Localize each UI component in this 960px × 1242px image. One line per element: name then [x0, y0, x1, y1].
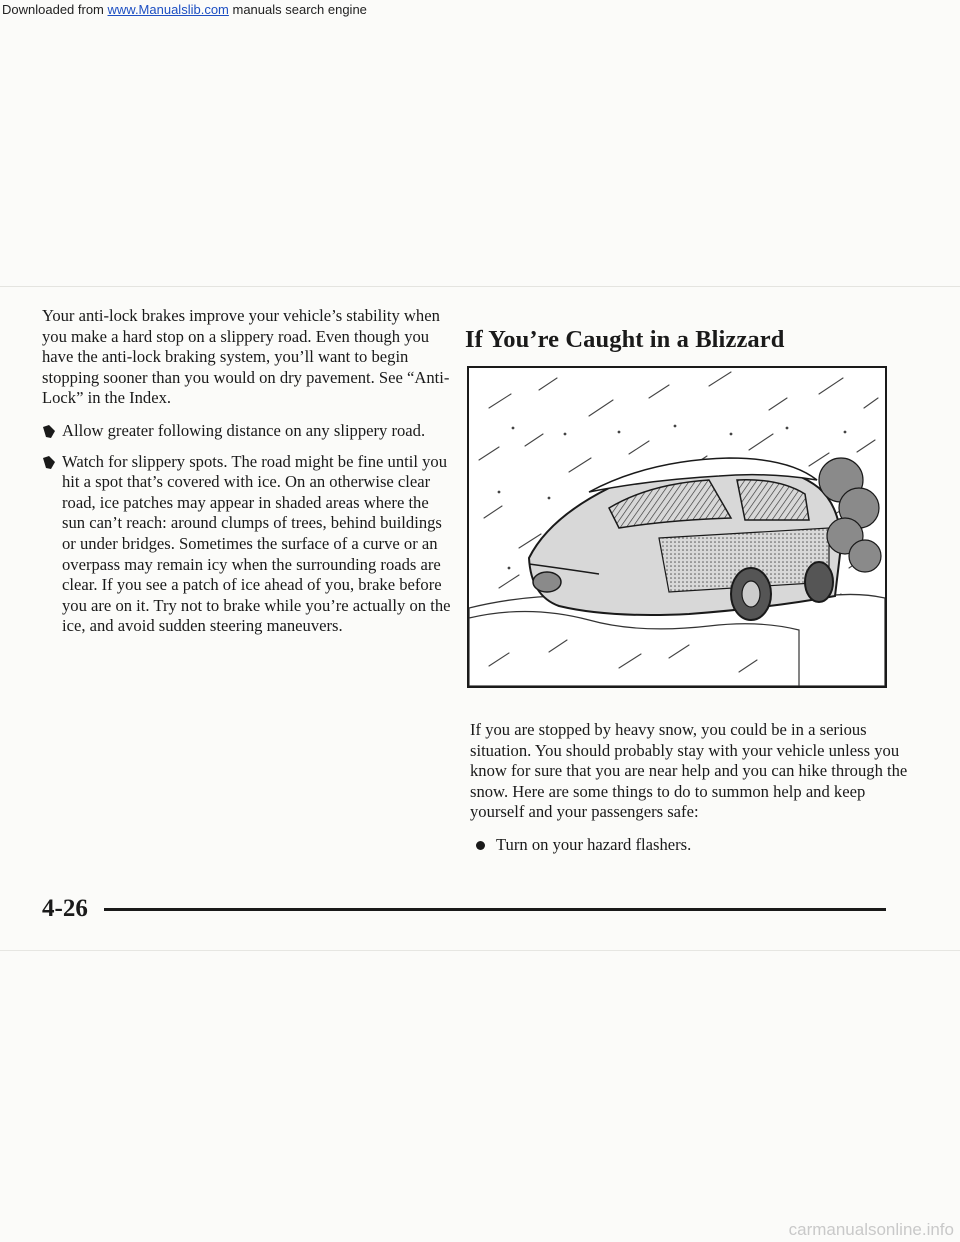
banner-suffix: manuals search engine: [228, 2, 367, 17]
scan-edge-line: [0, 950, 960, 951]
manualslib-link[interactable]: www.Manualslib.com: [107, 2, 229, 17]
right-column: [470, 720, 910, 856]
bullet-item-2: [42, 452, 452, 637]
blizzard-car-illustration: [467, 366, 887, 688]
intro-paragraph: Your anti-lock brakes improve your vehicle’s stability when you make a hard stop on a slippery road. Even though you have the anti-lock braking system, you’ll want to begin stopping sooner than you would on dry pavement. See “Anti-Lock” in the Index.: [42, 306, 450, 408]
snowbound-car-image: [469, 368, 885, 686]
pointer-bullet-icon: [42, 425, 56, 439]
left-column: [42, 306, 452, 647]
page-number: 4-26: [42, 895, 88, 922]
bullet-dot-icon: [476, 841, 485, 850]
pointer-bullet-icon: [42, 456, 56, 470]
section-heading: If You’re Caught in a Blizzard: [465, 326, 785, 353]
top-divider: [0, 286, 960, 287]
watermark-logo: carmanualsonline.info: [788, 1220, 954, 1239]
banner-prefix: Downloaded from: [2, 2, 108, 17]
bullet-text-2: Watch for slippery spots. The road might be fine until you hit a spot that’s covered with ice. On an otherwise clear road, ice patches may appear in shaded areas where the sun can’t reach: around clumps of trees, behind buildings or under bridges. Sometimes the surface of a curve or an overpass may remain icy when the surrounding roads are clear. If you see a patch of ice ahead of you, brake before you are on it. Try not to brake while you’re actually on the ice, and avoid sudden steering maneuvers.: [62, 451, 451, 636]
list-item-text: Turn on your hazard flashers.: [496, 834, 692, 854]
list-item: [470, 835, 910, 856]
bullet-item-1: [42, 421, 452, 442]
footer-rule: [104, 908, 886, 911]
blizzard-paragraph: If you are stopped by heavy snow, you could be in a serious situation. You should probably stay with your vehicle unless you know for sure that you are near help and you can hike through the snow. Here are some things to do to summon help and keep yourself and your passengers safe:: [470, 720, 908, 822]
bullet-text-1: Allow greater following distance on any slippery road.: [62, 420, 426, 440]
download-banner: [0, 0, 960, 20]
